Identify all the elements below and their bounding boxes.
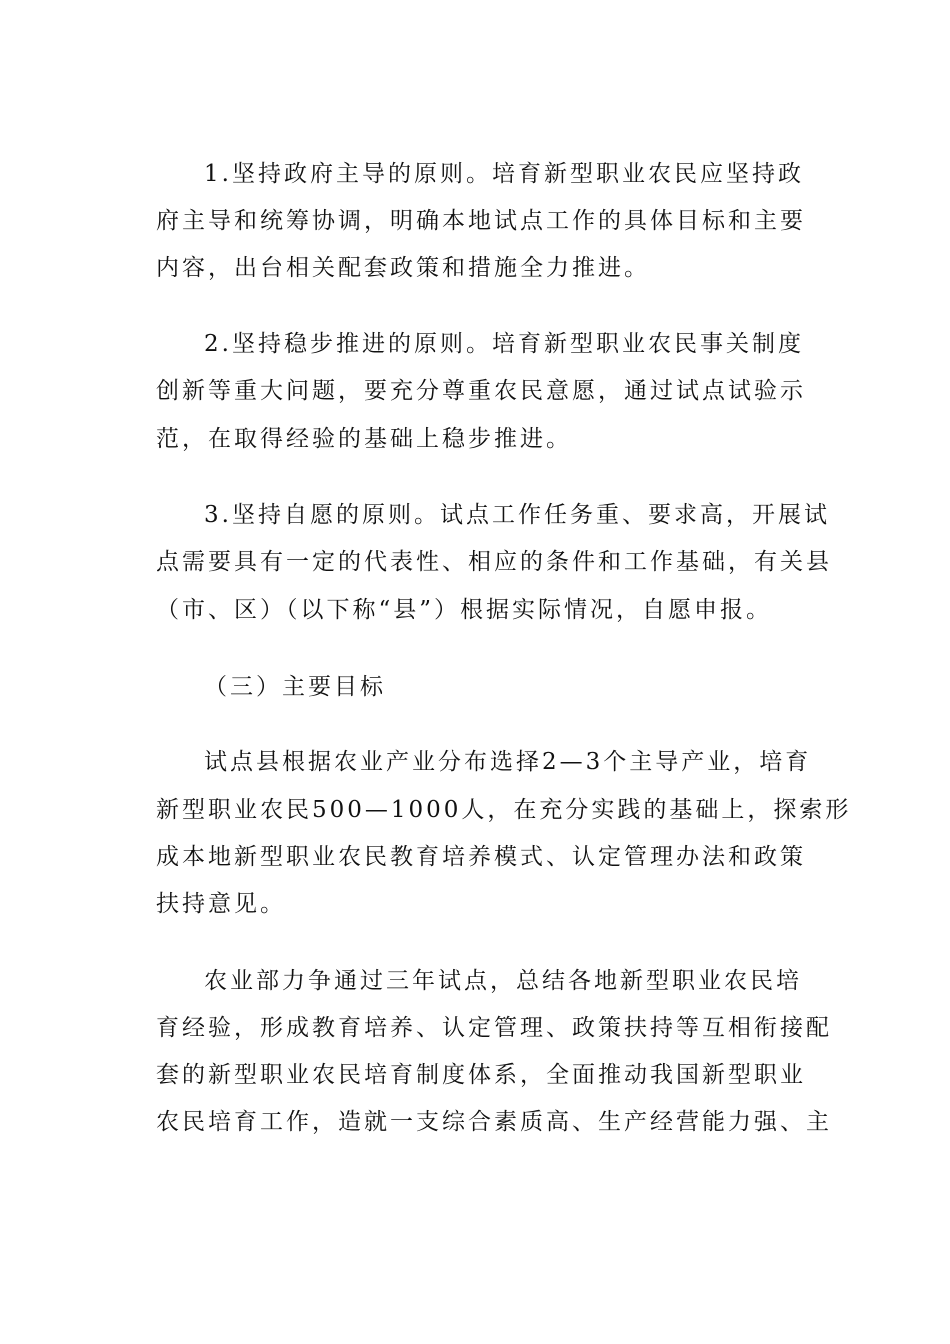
paragraph-6-line-3: 套的新型职业农民培育制度体系，全面推动我国新型职业 bbox=[156, 1062, 806, 1088]
paragraph-6-line-4: 农民培育工作，造就一支综合素质高、生产经营能力强、主 bbox=[156, 1109, 832, 1135]
paragraph-1-line-2: 府主导和统筹协调，明确本地试点工作的具体目标和主要 bbox=[156, 208, 806, 234]
paragraph-5-line-4: 扶持意见。 bbox=[156, 891, 286, 917]
paragraph-6-line-2: 育经验，形成教育培养、认定管理、政策扶持等互相衔接配 bbox=[156, 1015, 832, 1041]
paragraph-5-line-2: 新型职业农民500—1000人，在充分实践的基础上，探索形 bbox=[156, 797, 852, 823]
paragraph-2-line-3: 范，在取得经验的基础上稳步推进。 bbox=[156, 426, 572, 452]
paragraph-6-line-1: 农业部力争通过三年试点，总结各地新型职业农民培 bbox=[204, 968, 802, 994]
paragraph-3-line-1: 3.坚持自愿的原则。试点工作任务重、要求高，开展试 bbox=[204, 502, 830, 528]
paragraph-3-line-2: 点需要具有一定的代表性、相应的条件和工作基础，有关县 bbox=[156, 549, 832, 575]
paragraph-2-line-2: 创新等重大问题，要充分尊重农民意愿，通过试点试验示 bbox=[156, 378, 806, 404]
paragraph-5-line-3: 成本地新型职业农民教育培养模式、认定管理办法和政策 bbox=[156, 844, 806, 870]
section-heading: （三）主要目标 bbox=[204, 674, 386, 700]
paragraph-1-line-3: 内容，出台相关配套政策和措施全力推进。 bbox=[156, 255, 650, 281]
paragraph-2-line-1: 2.坚持稳步推进的原则。培育新型职业农民事关制度 bbox=[204, 331, 804, 357]
paragraph-1-line-1: 1.坚持政府主导的原则。培育新型职业农民应坚持政 bbox=[204, 161, 804, 187]
paragraph-5-line-1: 试点县根据农业产业分布选择2—3个主导产业，培育 bbox=[204, 749, 812, 775]
paragraph-3-line-3: （市、区）（以下称“县”）根据实际情况，自愿申报。 bbox=[156, 597, 773, 623]
